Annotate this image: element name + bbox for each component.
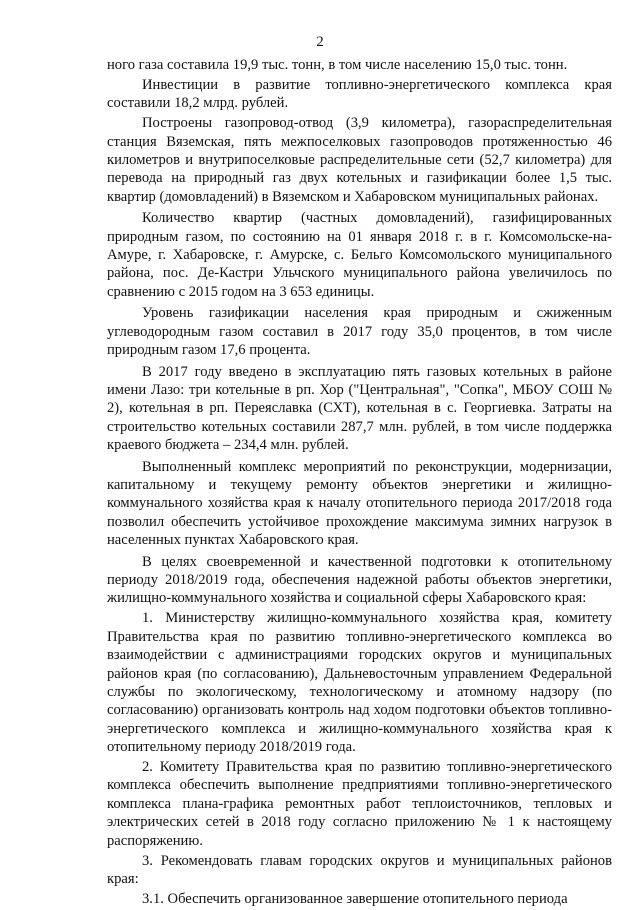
clause-1: 1. Министерству жилищно-коммунального хозяйства края, комитету Правительства края по развитию топливно-энергетического комплекса во взаимодействии с администрациями городских округов и муниципальных районов края (по согласованию), Дальневосточным управлением Федеральной службы по экологическому, технологическому и атомному надзору (по согласованию) организовать контроль над ходом подготовки объектов топливно-энергетического комплекса и жилищно-коммунального хозяйства края к отопительному периоду 2018/2019 года. xyxy=(107,610,612,756)
clause-3-1: 3.1. Обеспечить организованное завершение отопительного периода xyxy=(142,890,568,907)
paragraph-gas-volume: ного газа составила 19,9 тыс. тонн, в том числе населению 15,0 тыс. тонн. xyxy=(107,57,568,73)
paragraph-gasification-level: Уровень газификации населения края природным и сжиженным углеводородным газом составил в 2017 году 35,0 процентов, в том числе природным газом 17,6 процента. xyxy=(107,305,612,359)
page-number: 2 xyxy=(316,34,324,50)
clause-2: 2. Комитету Правительства края по развитию топливно-энергетического комплекса обеспечить выполнение предприятиями топливно-энергетического комплекса плана-графика ремонтных работ теплоисточников, тепловых и электрических сетей в 2018 году согласно приложению № 1 к настоящему распоряжению. xyxy=(107,759,612,849)
document-body xyxy=(107,56,612,910)
paragraph-investments: Инвестиции в развитие топливно-энергетического комплекса края составили 18,2 млрд. рублей. xyxy=(107,76,612,112)
paragraph-preamble: В целях своевременной и качественной подготовки к отопительному периоду 2018/2019 года, обеспечения надежной работы объектов энергетики, жилищно-коммунального хозяйства и социальной сферы Хабаровского края: xyxy=(107,553,612,607)
paragraph-pipelines-built: Построены газопровод-отвод (3,9 километра), газораспределительная станция Вяземская, пять межпоселковых газопроводов протяженностью 46 километров и внутрипоселковые распределительные сети (52,7 километра) для перевода на природный газ двух котельных и газификации более 1,5 тыс. квартир (домовладений) в Вяземском и Хабаровском муниципальных районах. xyxy=(107,115,612,205)
clause-3: 3. Рекомендовать главам городских округов и муниципальных районов края: xyxy=(107,852,612,887)
paragraph-boiler-houses: В 2017 году введено в эксплуатацию пять газовых котельных в районе имени Лазо: три котельные в рп. Хор ("Центральная", "Сопка", МБОУ СОШ № 2), котельная в рп. Переяславка (СХТ), котельная в с. Георгиевка. Затраты на строительство котельных составили 287,7 млн. рублей, в том числе поддержка краевого бюджета – 234,4 млн. рублей. xyxy=(107,363,612,454)
paragraph-completed-works: Выполненный комплекс мероприятий по реконструкции, модернизации, капитальному и текущему ремонту объектов энергетики и жилищно-коммунального хозяйства края к началу отопительного периода 2017/2018 года позволил обеспечить устойчивое прохождение максимума зимних нагрузок в населенных пунктах Хабаровского края. xyxy=(107,458,612,549)
paragraph-gasified-apartments: Количество квартир (частных домовладений), газифицированных природным газом, по состоянию на 01 января 2018 г. в г. Комсомольске-на-Амуре, г. Хабаровске, г. Амурске, с. Бельго Комсомольского муниципального района, пос. Де-Кастри Ульчского муниципального района увеличилось по сравнению с 2015 годом на 3 653 единицы. xyxy=(107,210,612,300)
